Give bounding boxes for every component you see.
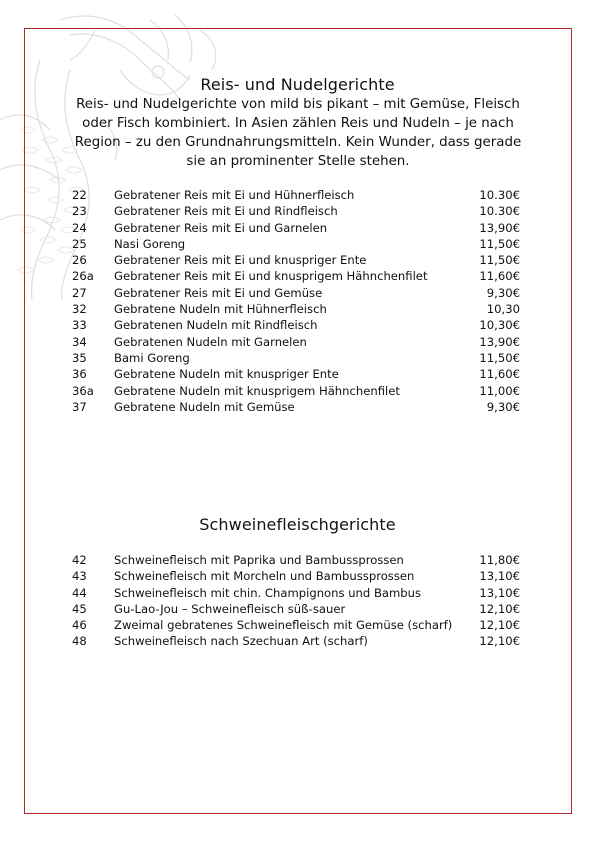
menu-item-name: Gebratener Reis mit Ei und Rindfleisch [114, 204, 338, 219]
menu-item [72, 633, 520, 649]
menu-item-number: 42 [72, 553, 87, 567]
menu-item-name: Gebratener Reis mit Ei und Garnelen [114, 220, 328, 235]
menu-item-number: 44 [72, 585, 87, 600]
menu-item-name: Bami Goreng [114, 350, 190, 365]
menu-list-rice-noodles [72, 187, 520, 415]
section-title-pork: Schweinefleischgerichte [199, 515, 396, 534]
menu-item-price: 10,30€ [479, 318, 520, 333]
menu-item [72, 236, 520, 252]
menu-item-number: 34 [72, 334, 87, 349]
menu-item-number: 43 [72, 569, 87, 584]
menu-item-number: 27 [72, 285, 87, 300]
menu-item-name: Gebratenen Nudeln mit Rindfleisch [114, 318, 318, 333]
menu-item-number: 23 [72, 204, 87, 219]
menu-item-name: Gebratener Reis mit Ei und knuspriger Ente [114, 253, 367, 268]
menu-item-price: 13,90€ [479, 334, 520, 349]
menu-item-price: 13,10€ [479, 569, 520, 584]
menu-item-price: 11,60€ [479, 269, 520, 284]
menu-item-price: 11,50€ [479, 236, 520, 251]
menu-item-price: 9,30€ [486, 399, 520, 414]
menu-item [72, 268, 520, 284]
menu-item [72, 568, 520, 584]
menu-item-price: 13,10€ [479, 585, 520, 600]
menu-item-number: 45 [72, 601, 87, 616]
menu-item-number: 37 [72, 399, 87, 414]
menu-item [72, 399, 520, 415]
menu-item-name: Gebratene Nudeln mit Hühnerfleisch [114, 302, 327, 317]
menu-item-name: Gebratene Nudeln mit Gemüse [114, 399, 295, 414]
menu-item-name: Gebratener Reis mit Ei und knusprigem Hähnchenfilet [114, 269, 428, 284]
menu-item-price: 12,10€ [479, 634, 520, 649]
menu-item-number: 35 [72, 350, 87, 365]
menu-item-name: Gebratenen Nudeln mit Garnelen [114, 334, 307, 349]
menu-item-price: 13,90€ [479, 220, 520, 235]
menu-item [72, 203, 520, 219]
menu-item-price: 11,80€ [479, 553, 520, 567]
menu-item-number: 25 [72, 236, 87, 251]
menu-list-pork [72, 552, 520, 650]
menu-item-name: Schweinefleisch mit Paprika und Bambussprossen [114, 553, 404, 567]
menu-item [72, 301, 520, 317]
menu-item-price: 11,50€ [479, 253, 520, 268]
menu-item [72, 252, 520, 268]
menu-item-price: 12,10€ [479, 618, 520, 633]
menu-item [72, 601, 520, 617]
menu-item [72, 617, 520, 633]
menu-item-name: Gebratener Reis mit Ei und Hühnerfleisch [114, 188, 355, 202]
menu-item-number: 36a [72, 383, 94, 398]
menu-item [72, 317, 520, 333]
menu-item-number: 24 [72, 220, 87, 235]
menu-item [72, 285, 520, 301]
menu-item-name: Gu-Lao-Jou – Schweinefleisch süß-sauer [114, 601, 346, 616]
menu-item-number: 26a [72, 269, 94, 284]
menu-item-price: 12,10€ [479, 601, 520, 616]
section-title-rice-noodles: Reis- und Nudelgerichte [200, 75, 395, 94]
menu-item-name: Schweinefleisch mit chin. Champignons und Bambus [114, 585, 422, 600]
menu-item-number: 32 [72, 302, 87, 317]
menu-item-name: Gebratene Nudeln mit knusprigem Hähnchenfilet [114, 383, 400, 398]
menu-item-name: Gebratener Reis mit Ei und Gemüse [114, 285, 323, 300]
menu-item [72, 187, 520, 203]
menu-item-number: 33 [72, 318, 87, 333]
menu-item [72, 334, 520, 350]
menu-item [72, 383, 520, 399]
menu-item-number: 26 [72, 253, 87, 268]
menu-item-price: 10,30 [486, 302, 520, 317]
menu-item-number: 48 [72, 634, 87, 649]
menu-item-price: 11,50€ [479, 350, 520, 365]
menu-item [72, 350, 520, 366]
menu-item-name: Gebratene Nudeln mit knuspriger Ente [114, 367, 339, 382]
menu-item-price: 11,00€ [479, 383, 520, 398]
menu-item-name: Schweinefleisch mit Morcheln und Bambussprossen [114, 569, 415, 584]
menu-item [72, 220, 520, 236]
menu-item-number: 22 [72, 188, 87, 202]
menu-item-number: 36 [72, 367, 87, 382]
menu-item-number: 46 [72, 618, 87, 633]
menu-item [72, 366, 520, 382]
menu-item-name: Nasi Goreng [114, 236, 186, 251]
menu-item-price: 11,60€ [479, 367, 520, 382]
menu-item-name: Zweimal gebratenes Schweinefleisch mit Gemüse (scharf) [114, 618, 453, 633]
menu-item [72, 585, 520, 601]
menu-item [72, 552, 520, 568]
menu-item-price: 10.30€ [479, 188, 520, 202]
menu-item-price: 9,30€ [486, 285, 520, 300]
menu-item-price: 10.30€ [479, 204, 520, 219]
section-intro-rice-noodles: Reis- und Nudelgerichte von mild bis pikant – mit Gemüse, Fleisch oder Fisch kombiniert. In Asien zählen Reis und Nudeln – je nach Region – zu den Grundnahrungsmitteln. Kein Wunder, dass gerade sie an prominenter Stelle stehen. [74, 97, 522, 169]
menu-item-name: Schweinefleisch nach Szechuan Art (scharf) [114, 634, 368, 649]
